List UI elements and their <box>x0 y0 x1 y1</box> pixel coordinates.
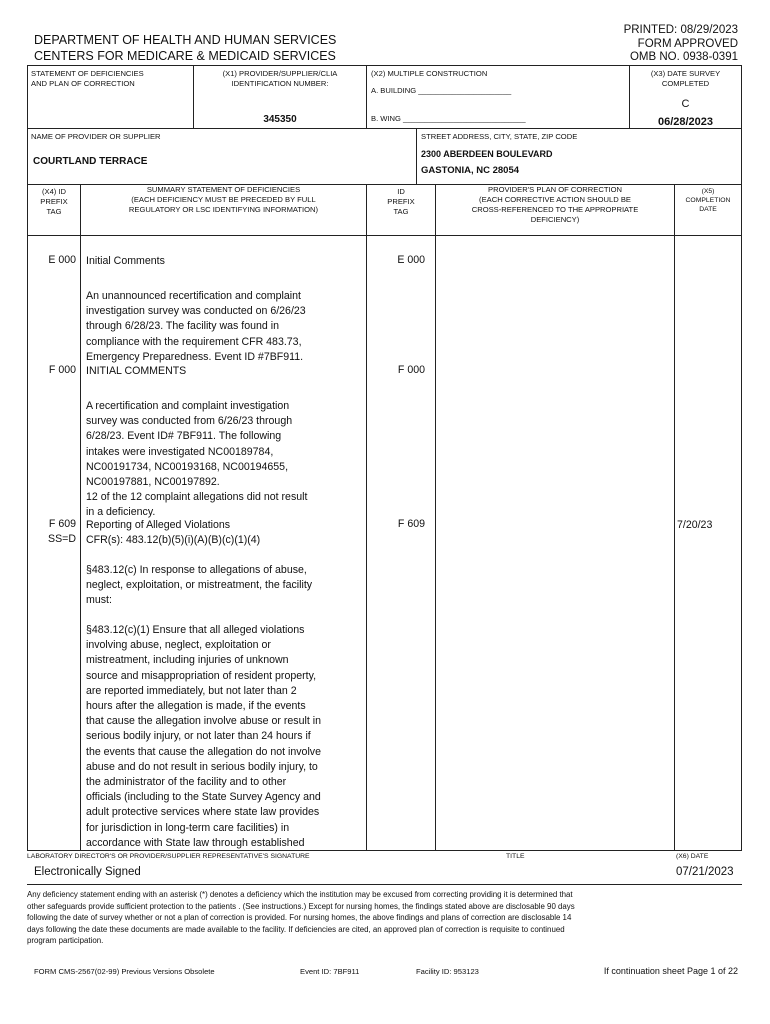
x1-label: (X1) PROVIDER/SUPPLIER/CLIA IDENTIFICATION NUMBER: <box>222 69 338 88</box>
f609-tag: F 609 <box>48 518 76 530</box>
title-label: TITLE <box>506 853 525 860</box>
survey-date-label: (X3) DATE SURVEY COMPLETED <box>650 69 721 88</box>
f609-title: Reporting of Alleged Violations <box>86 519 231 531</box>
omb-number: OMB NO. 0938-0391 <box>629 51 738 63</box>
street-address: 2300 ABERDEEN BOULEVARD <box>421 149 553 159</box>
f609-paragraph-2: §483.12(c)(1) Ensure that all alleged violations involving abuse, neglect, exploitation or mistreatment, including injuries of unknown source and misappropriation of resident property, are reported immediately, but not later than 2 hours after the allegation is made, if the events that cause the allegation involve abuse or result in serious bodily injury, or not later than 24 hours if the events that cause the allegation do not involve abuse and do not result in serious bodily injury, to the administrator of the facility and to other officials (including to the State Survey Agency and adult protective services where state law provides for jurisdiction in long-term care facilities) in accordance with State law through established <box>86 624 321 849</box>
address-label: STREET ADDRESS, CITY, STATE, ZIP CODE <box>421 132 578 141</box>
disclaimer: Any deficiency statement ending with an asterisk (*) denotes a deficiency which the institution may be excused from correcting providing it is determined that other safeguards provide sufficient protection to the patients . (See instructions.) Except for nursing homes, the findings stated above are disclosable 90 days following the date of survey whether or not a plan of correction is provided. For nursing homes, the above findings and plans of correction are disclosable 14 days following the date these documents are made available to the facility. If deficiencies are cited, an approved plan of correction is requisite to continued program participation. <box>27 890 575 946</box>
event-id: Event ID: 7BF911 <box>300 967 360 976</box>
summary-header: SUMMARY STATEMENT OF DEFICIENCIES (EACH DEFICIENCY MUST BE PRECEDED BY FULL REGULATORY OR LSC IDENTIFYING INFORMATION) <box>128 185 319 214</box>
printed-date: PRINTED: 08/29/2023 <box>623 24 738 36</box>
e000-id-tag: E 000 <box>397 254 425 266</box>
provider-id: 345350 <box>263 114 297 125</box>
agency-name: CENTERS FOR MEDICARE & MEDICAID SERVICES <box>34 49 336 63</box>
f000-text: A recertification and complaint investigation survey was conducted from 6/26/23 through 6/28/23. Event ID# 7BF911. The following intakes were investigated NC00189784, NC00191734, NC00193168, NC00194655, NC00197881, NC00197892. 12 of the 12 complaint allegations did not result in a deficiency. <box>86 400 308 519</box>
plan-header: PROVIDER'S PLAN OF CORRECTION (EACH CORRECTIVE ACTION SHOULD BE CROSS-REFERENCED TO THE APPROPRIATE DEFICIENCY) <box>471 185 639 224</box>
provider-name: COURTLAND TERRACE <box>33 156 148 167</box>
form-approved: FORM APPROVED <box>637 37 738 50</box>
f609-paragraph-1: §483.12(c) In response to allegations of abuse, neglect, exploitation, or mistreatment, the facility must: <box>86 564 313 607</box>
f609-scope-severity: SS=D <box>48 533 76 545</box>
form-number: FORM CMS-2567(02-99) Previous Versions Obsolete <box>34 967 215 976</box>
e000-tag: E 000 <box>48 254 76 266</box>
multiple-construction-label: (X2) MULTIPLE CONSTRUCTION <box>371 69 488 78</box>
page-indicator: If continuation sheet Page 1 of 22 <box>603 966 738 976</box>
wing-field: B. WING _____________________________ <box>371 114 526 123</box>
survey-code: C <box>681 98 690 110</box>
f609-id-tag: F 609 <box>397 518 425 530</box>
f000-tag: F 000 <box>48 364 76 376</box>
signature-date-label: (X6) DATE <box>676 853 709 860</box>
f609-completion-date: 7/20/23 <box>677 519 713 531</box>
x4-header: (X4) ID PREFIX TAG <box>40 187 68 216</box>
facility-id: Facility ID: 953123 <box>416 967 479 976</box>
f000-title: INITIAL COMMENTS <box>86 365 187 377</box>
city-state-zip: GASTONIA, NC 28054 <box>421 165 520 176</box>
e000-title: Initial Comments <box>86 255 165 267</box>
signature-label: LABORATORY DIRECTOR'S OR PROVIDER/SUPPLIER REPRESENTATIVE'S SIGNATURE <box>27 853 310 860</box>
id-header: ID PREFIX TAG <box>387 187 415 216</box>
electronic-signature: Electronically Signed <box>34 866 141 878</box>
f000-id-tag: F 000 <box>397 364 425 376</box>
provider-name-label: NAME OF PROVIDER OR SUPPLIER <box>31 132 161 141</box>
completion-header: (X5) COMPLETION DATE <box>685 188 731 213</box>
statement-label: STATEMENT OF DEFICIENCIES AND PLAN OF CORRECTION <box>31 69 144 88</box>
building-field: A. BUILDING ______________________ <box>371 86 512 95</box>
department-name: DEPARTMENT OF HEALTH AND HUMAN SERVICES <box>34 33 337 47</box>
e000-text: An unannounced recertification and complaint investigation survey was conducted on 6/26/23 through 6/28/23. The facility was found in compliance with the requirement CFR 483.73, Emergency Preparedness. Event ID #7BF911. <box>86 290 306 363</box>
signature-date: 07/21/2023 <box>676 866 734 878</box>
survey-completed-date: 06/28/2023 <box>657 116 714 128</box>
f609-cfr: CFR(s): 483.12(b)(5)(i)(A)(B)(c)(1)(4) <box>86 534 261 546</box>
